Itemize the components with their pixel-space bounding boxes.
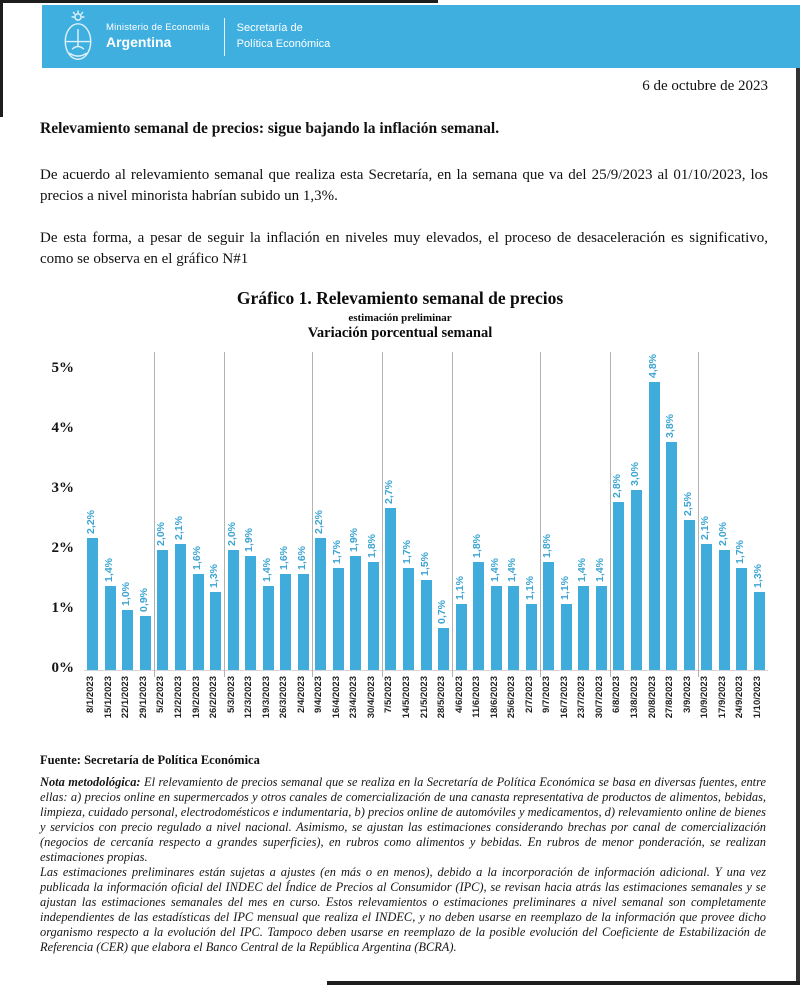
bar [105, 586, 116, 670]
bar [193, 574, 204, 670]
bar-value-label: 1,4% [102, 558, 115, 582]
bar [228, 550, 239, 670]
bar-value-label: 2,1% [172, 516, 185, 540]
bar-value-label: 1,4% [260, 558, 273, 582]
coat-of-arms-icon [58, 9, 98, 65]
scan-edge-top [0, 0, 438, 3]
x-axis-date-label: 21/5/2023 [418, 676, 430, 719]
x-axis-date-label: 7/5/2023 [383, 676, 395, 713]
month-separator-gridline [610, 352, 611, 677]
x-axis-date-label: 19/2/2023 [190, 676, 202, 719]
x-axis-date-label: 10/9/2023 [699, 676, 711, 719]
bar [245, 556, 256, 670]
bar-value-label: 1,9% [348, 528, 361, 552]
x-axis-date-label: 2/4/2023 [295, 676, 307, 713]
bar-value-label: 1,9% [243, 528, 256, 552]
month-separator-gridline [452, 352, 453, 677]
paragraph-1: De acuerdo al relevamiento semanal que realiza esta Secretaría, en la semana que va del 25/9/2023 al 01/10/2023, los precios a nivel minorista habrían subido un 1,3%. [40, 167, 768, 205]
x-axis-date-label: 28/5/2023 [436, 676, 448, 719]
bar [157, 550, 168, 670]
ministry-label: Ministerio de Economía [106, 22, 210, 34]
bar [649, 382, 660, 670]
chart-subtitle: estimación preliminar [348, 312, 452, 324]
bar-value-label: 2,0% [225, 522, 238, 546]
month-separator-gridline [540, 352, 541, 677]
header-band [42, 5, 800, 68]
bar [175, 544, 186, 670]
bar [631, 490, 642, 670]
bar [421, 580, 432, 670]
bar [122, 610, 133, 670]
source-line: Fuente: Secretaría de Política Económica [40, 753, 260, 767]
bar-value-label: 1,1% [453, 576, 466, 600]
note-text-1: El relevamiento de precios semanal que se realiza en la Secretaría de Política Económica se basa en diversas fuentes, entre ellas: a) precios online en supermercados y otros canales de comercialización de una canasta representativa de productos de alimentos, bebidas, limpieza, cuidado personal, electrodomésticos e indumentaria, b) precios online de automóviles y medicamentos, d) relevamiento online de bienes y servicios con precio regulado a nivel nacional. Asimismo, se ajustan las estimaciones considerando brechas por canal de comercialización (negocios de cercanía respecto a grandes superficies), en rubros como alimentos y bebidas. En rubros de menor ponderación, se realizan estimaciones propias. [40, 775, 766, 864]
bar [736, 568, 747, 670]
bar [140, 616, 151, 670]
bar [210, 592, 221, 670]
secretariat-line2: Política Económica [236, 37, 331, 50]
x-axis-date-label: 25/6/2023 [506, 676, 518, 719]
bar-value-label: 1,8% [541, 534, 554, 558]
bar-value-label: 2,7% [383, 480, 396, 504]
bar-value-label: 0,7% [436, 600, 449, 624]
x-axis-date-label: 9/7/2023 [541, 676, 553, 713]
bar-value-label: 2,2% [313, 510, 326, 534]
bar-value-label: 2,5% [681, 492, 694, 516]
bar-value-label: 2,2% [85, 510, 98, 534]
bar [526, 604, 537, 670]
bar [491, 586, 502, 670]
x-axis-date-label: 29/1/2023 [137, 676, 149, 719]
bar-value-label: 1,1% [523, 576, 536, 600]
bar [403, 568, 414, 670]
secretariat-line1: Secretaría de [236, 22, 303, 35]
x-axis-date-label: 15/1/2023 [102, 676, 114, 719]
note-paragraph-2: Las estimaciones preliminares están sujetas a ajustes (en más o en menos), debido a la incorporación de información adicional. Y una vez publicada la información oficial del INDEC del Índice de Precios al Consumidor (IPC), se revisan hacia atrás las estimaciones semanales y se ajustan las estimaciones semanales del mes en curso. Estos relevamientos o estimaciones preliminares a nivel semanal son completamente independientes de las estadísticas del IPC mensual que realiza el INDEC, y no deben usarse en reemplazo de la información que provee dicho organismo respecto a la evolución del IPC. Tampoco deben usarse en reemplazo de la posible evolución del Coeficiente de Estabilización de Referencia (CER) que elabora el Banco Central de la República Argentina (BCRA). [40, 865, 766, 954]
bar-value-label: 1,5% [418, 552, 431, 576]
note-paragraph-1 [40, 775, 766, 865]
bar [438, 628, 449, 670]
bar [684, 520, 695, 670]
y-axis-label: 0% [51, 660, 74, 676]
secretariat-name [237, 21, 331, 52]
bar-value-label: 2,1% [699, 516, 712, 540]
bar [578, 586, 589, 670]
bar-value-label: 1,6% [295, 546, 308, 570]
bar-value-label: 1,8% [471, 534, 484, 558]
y-axis-label: 1% [51, 600, 74, 616]
x-axis-date-label: 12/2/2023 [172, 676, 184, 719]
scan-edge-bottom [327, 981, 800, 985]
bar [298, 574, 309, 670]
y-axis-label: 3% [51, 480, 74, 496]
x-axis-date-label: 26/2/2023 [208, 676, 220, 719]
bar-value-label: 4,8% [646, 354, 659, 378]
bar-value-label: 3,0% [628, 462, 641, 486]
x-axis-date-label: 24/9/2023 [734, 676, 746, 719]
document-heading: Relevamiento semanal de precios: sigue bajando la inflación semanal. [40, 120, 500, 137]
bar-value-label: 1,6% [278, 546, 291, 570]
bar-value-label: 0,9% [137, 588, 150, 612]
bar-value-label: 1,6% [190, 546, 203, 570]
month-separator-gridline [698, 352, 699, 677]
x-axis-date-label: 30/7/2023 [593, 676, 605, 719]
bar [701, 544, 712, 670]
x-axis-date-label: 22/1/2023 [120, 676, 132, 719]
methodological-note [40, 775, 766, 955]
bar-value-label: 1,1% [558, 576, 571, 600]
y-axis-label: 4% [51, 420, 74, 436]
bar-value-label: 1,4% [576, 558, 589, 582]
bar [561, 604, 572, 670]
x-axis-date-label: 8/1/2023 [85, 676, 97, 713]
note-label: Nota metodológica: [40, 775, 141, 789]
x-axis-date-label: 5/3/2023 [225, 676, 237, 713]
bar-value-label: 1,8% [365, 534, 378, 558]
x-axis-date-label: 2/7/2023 [523, 676, 535, 713]
bar [350, 556, 361, 670]
bar-value-label: 1,4% [488, 558, 501, 582]
x-axis-date-label: 4/6/2023 [453, 676, 465, 713]
x-axis-date-label: 3/9/2023 [681, 676, 693, 713]
y-axis-label: 5% [51, 360, 74, 376]
x-axis-date-label: 9/4/2023 [313, 676, 325, 713]
x-axis-date-label: 27/8/2023 [664, 676, 676, 719]
bar-value-label: 1,7% [400, 540, 413, 564]
paragraph-2: De esta forma, a pesar de seguir la inflación en niveles muy elevados, el proceso de desaceleración es significativo, como se observa en el gráfico N#1 [40, 230, 768, 268]
x-axis-date-label: 6/8/2023 [611, 676, 623, 713]
x-axis-date-label: 14/5/2023 [400, 676, 412, 719]
bar-value-label: 1,3% [751, 564, 764, 588]
bar-value-label: 1,4% [593, 558, 606, 582]
bar-value-label: 1,7% [330, 540, 343, 564]
month-separator-gridline [382, 352, 383, 677]
ministry-name: Argentina [106, 34, 172, 51]
bar [385, 508, 396, 670]
y-axis-label: 2% [51, 540, 74, 556]
x-axis-date-label: 30/4/2023 [365, 676, 377, 719]
bar [543, 562, 554, 670]
bar [473, 562, 484, 670]
bar [719, 550, 730, 670]
x-axis-date-label: 19/3/2023 [260, 676, 272, 719]
chart-subtitle2: Variación porcentual semanal [307, 325, 493, 341]
bar-value-label: 1,0% [120, 582, 133, 606]
bar [666, 442, 677, 670]
bar [613, 502, 624, 670]
x-axis-date-label: 26/3/2023 [278, 676, 290, 719]
document-date: 6 de octubre de 2023 [642, 78, 768, 94]
month-separator-gridline [224, 352, 225, 677]
month-separator-gridline [154, 352, 155, 677]
x-axis-date-label: 18/6/2023 [488, 676, 500, 719]
x-axis-date-label: 16/7/2023 [558, 676, 570, 719]
x-axis-date-label: 1/10/2023 [751, 676, 763, 719]
x-axis-date-label: 16/4/2023 [330, 676, 342, 719]
x-axis-date-label: 11/6/2023 [471, 676, 483, 718]
x-axis-date-label: 13/8/2023 [628, 676, 640, 719]
x-axis-date-label: 17/9/2023 [716, 676, 728, 719]
bar-value-label: 2,8% [611, 474, 624, 498]
scan-edge-right [796, 57, 800, 985]
bar-value-label: 2,0% [716, 522, 729, 546]
x-axis-date-label: 23/7/2023 [576, 676, 588, 719]
bar [508, 586, 519, 670]
bar [280, 574, 291, 670]
bar [87, 538, 98, 670]
header-divider [224, 18, 225, 56]
bar [333, 568, 344, 670]
bar-value-label: 1,4% [506, 558, 519, 582]
bar [368, 562, 379, 670]
chart-title: Gráfico 1. Relevamiento semanal de precios [236, 288, 564, 308]
bar [596, 586, 607, 670]
bar [456, 604, 467, 670]
bar-value-label: 1,3% [208, 564, 221, 588]
bar [754, 592, 765, 670]
bar [263, 586, 274, 670]
bar-value-label: 3,8% [664, 414, 677, 438]
x-axis-date-label: 23/4/2023 [348, 676, 360, 719]
x-axis-date-label: 5/2/2023 [155, 676, 167, 713]
ministry-text [106, 23, 210, 50]
bar [315, 538, 326, 670]
x-axis-date-label: 12/3/2023 [243, 676, 255, 719]
bar-chart-plot-area [51, 352, 768, 719]
scan-edge-left [0, 0, 3, 117]
x-axis-date-label: 20/8/2023 [646, 676, 658, 719]
bar-value-label: 1,7% [734, 540, 747, 564]
bar-value-label: 2,0% [155, 522, 168, 546]
